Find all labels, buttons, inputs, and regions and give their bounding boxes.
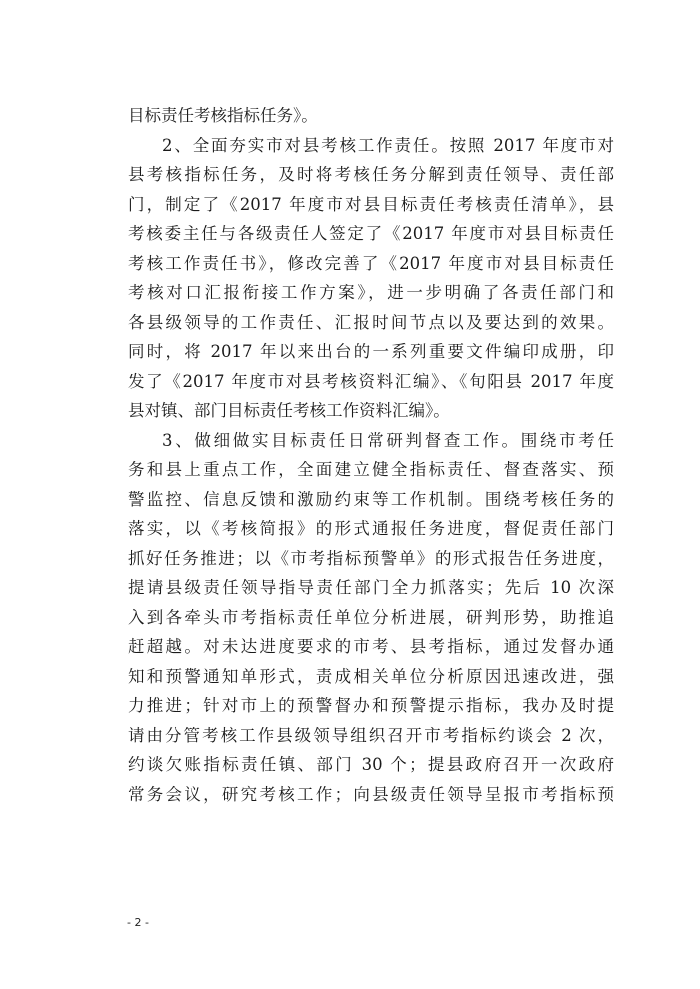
text-line: 常务会议，研究考核工作；向县级责任领导呈报市考指标预 bbox=[128, 784, 614, 804]
page-number: - 2 - bbox=[127, 916, 149, 929]
text-line: 入到各牵头市考指标责任单位分析进展，研判形势，助推追 bbox=[128, 607, 614, 627]
text-line: 目标责任考核指标任务》。 bbox=[128, 106, 318, 125]
text-line: 抓好任务推进；以《市考指标预警单》的形式报告任务进度， bbox=[128, 548, 614, 568]
text-line: 提请县级责任领导指导责任部门全力抓落实；先后 10 次深 bbox=[128, 578, 614, 597]
text-line: 各县级领导的工作责任、汇报时间节点以及要达到的效果。 bbox=[128, 312, 614, 332]
text-line: 3、做细做实目标责任日常研判督查工作。围绕市考任 bbox=[162, 430, 614, 450]
text-line: 知和预警通知单形式，责成相关单位分析原因迅速改进，强 bbox=[128, 666, 614, 686]
text-line: 请由分管考核工作县级领导组织召开市考指标约谈会 2 次， bbox=[128, 725, 614, 745]
text-line: 县考核指标任务，及时将考核任务分解到责任领导、责任部 bbox=[128, 165, 614, 184]
text-line: 同时，将 2017 年以来出台的一系列重要文件编印成册，印 bbox=[128, 342, 614, 361]
text-line: 县对镇、部门目标责任考核工作资料汇编》。 bbox=[128, 401, 450, 420]
text-line: 2、全面夯实市对县考核工作责任。按照 2017 年度市对 bbox=[162, 135, 614, 155]
text-line: 力推进；针对市上的预警督办和预警提示指标，我办及时提 bbox=[128, 696, 614, 715]
text-line: 考核委主任与各级责任人签定了《2017 年度市对县目标责任 bbox=[128, 224, 614, 243]
text-line: 警监控、信息反馈和激励约束等工作机制。围绕考核任务的 bbox=[128, 489, 614, 509]
text-line: 约谈欠账指标责任镇、部门 30 个；提县政府召开一次政府 bbox=[128, 755, 614, 774]
text-line: 赶超越。对未达进度要求的市考、县考指标，通过发督办通 bbox=[128, 637, 614, 656]
text-line: 考核对口汇报衔接工作方案》，进一步明确了各责任部门和 bbox=[128, 283, 614, 302]
text-line: 落实，以《考核简报》的形式通报任务进度，督促责任部门 bbox=[128, 519, 614, 538]
text-line: 务和县上重点工作，全面建立健全指标责任、督查落实、预 bbox=[128, 460, 614, 479]
text-line: 门，制定了《2017 年度市对县目标责任考核责任清单》，县 bbox=[128, 194, 614, 214]
text-line: 发了《2017 年度市对县考核资料汇编》、《旬阳县 2017 年度 bbox=[128, 371, 614, 391]
body-text bbox=[128, 101, 614, 809]
text-line: 考核工作责任书》，修改完善了《2017 年度市对县目标责任 bbox=[128, 253, 614, 273]
